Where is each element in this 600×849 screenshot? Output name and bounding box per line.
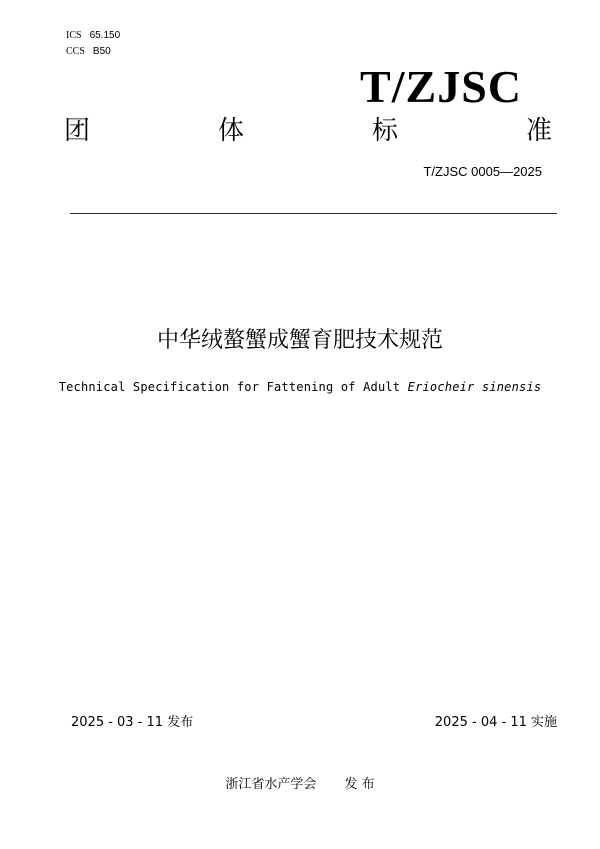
standard-logo: T/ZJSC [360,61,522,112]
standard-type-char: 体 [217,116,244,146]
standard-number: T/ZJSC 0005—2025 [423,164,542,179]
ccs-label: CCS [66,46,85,57]
header-divider [70,213,557,214]
ics-code [66,30,120,42]
standard-type-heading [64,116,552,146]
implementation-date: 2025 - 04 - 11 实施 [434,715,557,730]
title-chinese: 中华绒螯蟹成蟹育肥技术规范 [156,328,443,353]
standard-type-char: 团 [64,116,91,146]
standard-type-char: 标 [371,116,398,146]
publisher-name: 浙江省水产学会 [225,777,317,792]
title-english [0,379,600,395]
title-english-species: Eriocheir sinensis [407,380,542,394]
ccs-code [66,46,111,58]
ccs-value: B50 [92,46,111,57]
standard-type-char: 准 [525,116,552,146]
title-english-text: Technical Specification for Fattening of Adult [58,380,408,394]
issue-date: 2025 - 03 - 11 发布 [71,715,194,730]
publisher-line [0,777,600,793]
ics-value: 65.150 [89,30,121,41]
publisher-action: 发 布 [344,777,375,792]
ics-label: ICS [66,30,82,41]
